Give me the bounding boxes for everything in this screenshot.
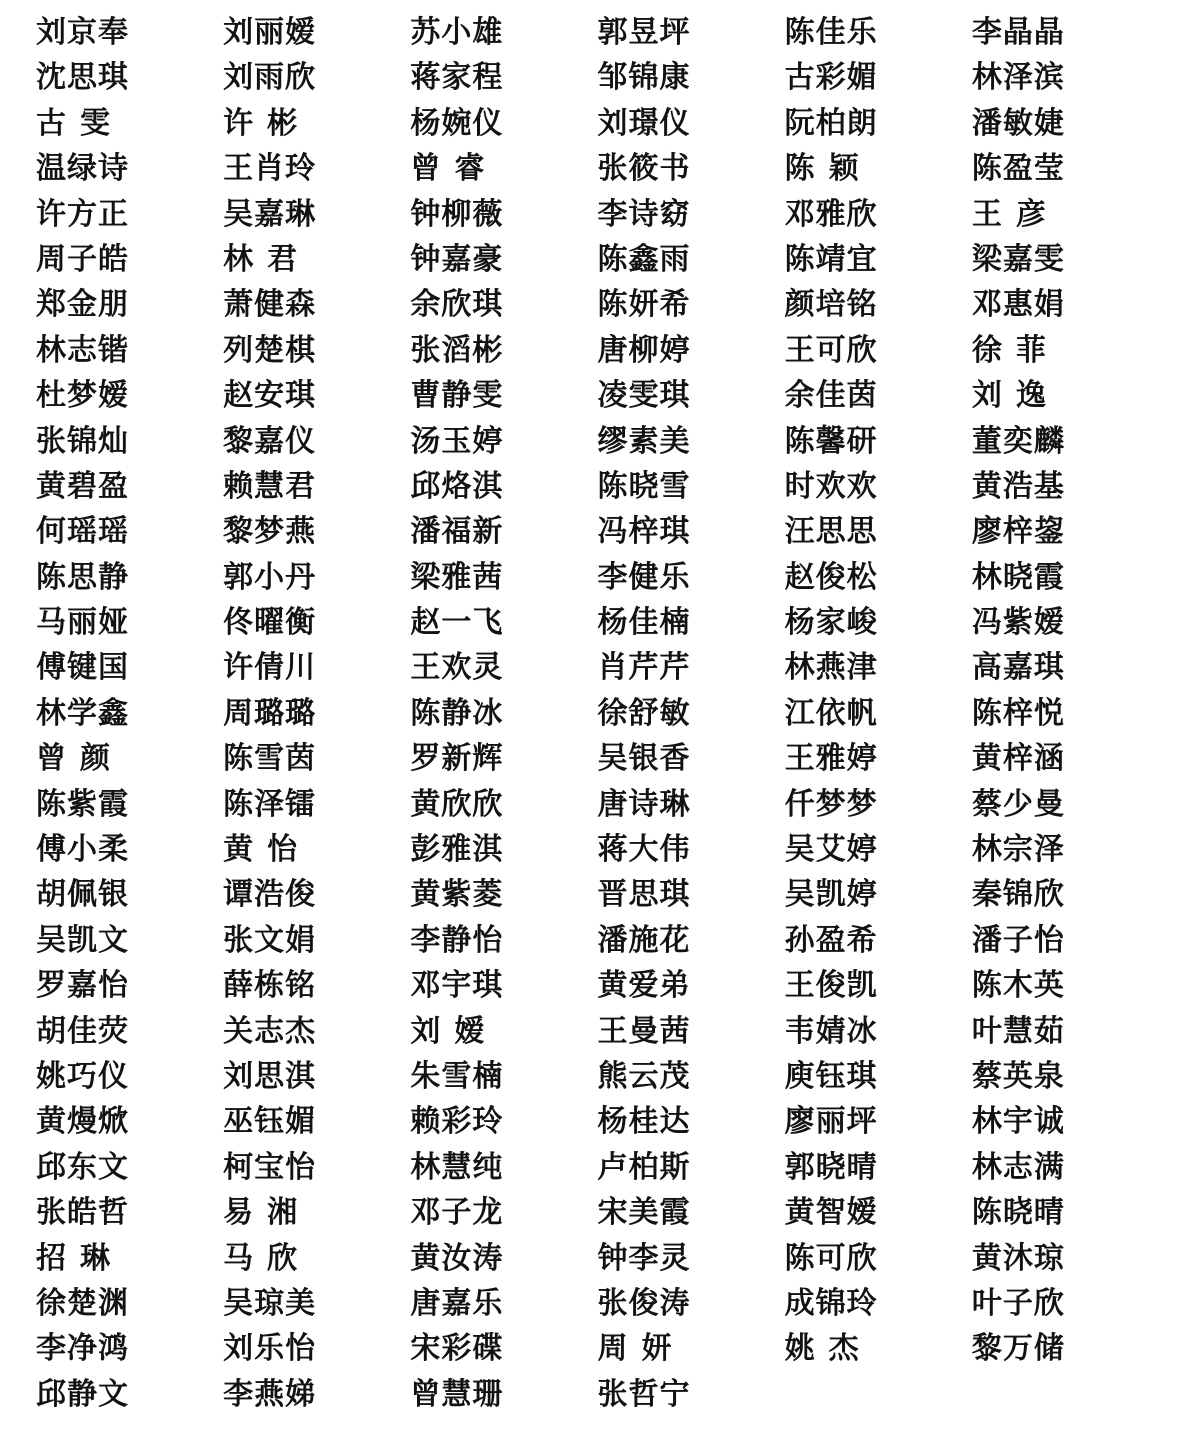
name-cell: 高嘉琪 bbox=[971, 651, 1065, 685]
name-cell: 邱烙淇 bbox=[410, 469, 504, 503]
name-cell: 苏小雄 bbox=[410, 16, 504, 49]
name-cell: 张锦灿 bbox=[36, 424, 129, 458]
name-cell: 林燕津 bbox=[784, 651, 878, 685]
name-cell: 列楚棋 bbox=[223, 333, 317, 367]
name-cell: 杨桂达 bbox=[597, 1105, 691, 1139]
name-cell: 许倩川 bbox=[223, 651, 317, 685]
name-cell: 胡佩银 bbox=[36, 878, 129, 912]
name-cell: 胡佳荧 bbox=[36, 1014, 129, 1048]
name-cell: 汪思思 bbox=[784, 515, 878, 549]
name-cell: 马欣 bbox=[223, 1241, 312, 1275]
name-cell: 廖梓鋆 bbox=[971, 515, 1065, 549]
name-cell: 蔡英泉 bbox=[971, 1059, 1065, 1093]
name-cell: 林志满 bbox=[971, 1150, 1065, 1184]
name-cell: 郭昱坪 bbox=[597, 16, 691, 49]
name-cell: 曾慧珊 bbox=[410, 1377, 504, 1411]
name-cell: 张皓哲 bbox=[36, 1196, 129, 1230]
name-cell: 黄熳焮 bbox=[36, 1105, 129, 1139]
name-cell: 王彦 bbox=[971, 197, 1060, 231]
name-cell: 廖丽坪 bbox=[784, 1105, 878, 1139]
name-cell: 邹锦康 bbox=[597, 61, 691, 95]
name-cell: 冯紫嫒 bbox=[971, 606, 1065, 640]
name-cell: 陈晓雪 bbox=[597, 469, 691, 503]
name-cell: 张筱书 bbox=[597, 152, 691, 186]
name-cell: 赖慧君 bbox=[223, 469, 317, 503]
name-cell: 韦婧冰 bbox=[784, 1014, 878, 1048]
name-cell: 宋彩碟 bbox=[410, 1332, 504, 1366]
name-cell: 冯梓琪 bbox=[597, 515, 691, 549]
name-cell: 颜培铭 bbox=[784, 288, 878, 322]
name-cell: 陈紫霞 bbox=[36, 787, 129, 821]
name-cell: 何瑶瑶 bbox=[36, 515, 129, 549]
name-cell: 徐舒敏 bbox=[597, 696, 691, 730]
name-cell: 刘璟仪 bbox=[597, 106, 691, 140]
name-cell: 杨家峻 bbox=[784, 606, 878, 640]
name-cell: 邱静文 bbox=[36, 1377, 129, 1411]
name-cell: 姚杰 bbox=[784, 1332, 873, 1366]
name-cell: 郭小丹 bbox=[223, 560, 317, 594]
name-cell: 陈佳乐 bbox=[784, 16, 878, 49]
name-cell-empty bbox=[964, 1372, 1151, 1417]
name-cell: 关志杰 bbox=[223, 1014, 317, 1048]
name-cell: 唐嘉乐 bbox=[410, 1286, 504, 1320]
name-cell: 熊云茂 bbox=[597, 1059, 691, 1093]
name-cell: 黄紫菱 bbox=[410, 878, 504, 912]
name-cell: 邓宇琪 bbox=[410, 969, 504, 1003]
name-cell: 潘施花 bbox=[597, 923, 691, 957]
name-cell: 钟柳薇 bbox=[410, 197, 504, 231]
name-cell: 张哲宁 bbox=[597, 1377, 691, 1411]
name-cell: 时欢欢 bbox=[784, 469, 878, 503]
name-cell: 周璐璐 bbox=[223, 696, 317, 730]
name-cell: 黄汝涛 bbox=[410, 1241, 504, 1275]
name-cell: 曾颜 bbox=[36, 742, 124, 776]
name-cell: 萧健森 bbox=[223, 288, 317, 322]
name-cell: 姚巧仪 bbox=[36, 1059, 129, 1093]
name-cell: 许方正 bbox=[36, 197, 129, 231]
name-cell: 王雅婷 bbox=[784, 742, 878, 776]
name-cell: 吴银香 bbox=[597, 742, 691, 776]
name-cell: 黄梓涵 bbox=[971, 742, 1065, 776]
name-cell: 余欣琪 bbox=[410, 288, 504, 322]
name-cell: 成锦玲 bbox=[784, 1286, 878, 1320]
name-cell: 罗新辉 bbox=[410, 742, 504, 776]
name-cell: 王俊凯 bbox=[784, 969, 878, 1003]
name-cell: 黎万储 bbox=[971, 1332, 1065, 1366]
name-cell: 林慧纯 bbox=[410, 1150, 504, 1184]
name-cell: 江依帆 bbox=[784, 696, 878, 730]
name-cell: 缪素美 bbox=[597, 424, 691, 458]
name-cell: 秦锦欣 bbox=[971, 878, 1065, 912]
name-cell: 刘思淇 bbox=[223, 1059, 317, 1093]
name-cell: 许彬 bbox=[223, 106, 312, 140]
name-cell: 李净鸿 bbox=[36, 1332, 129, 1366]
name-cell: 黄爱弟 bbox=[597, 969, 691, 1003]
name-cell: 陈颖 bbox=[784, 152, 873, 186]
name-cell: 张俊涛 bbox=[597, 1286, 691, 1320]
name-cell: 陈馨研 bbox=[784, 424, 878, 458]
name-cell: 李健乐 bbox=[597, 560, 691, 594]
name-cell: 吴凯婷 bbox=[784, 878, 878, 912]
name-cell: 邓惠娟 bbox=[971, 288, 1065, 322]
name-cell: 刘丽嫒 bbox=[223, 16, 317, 49]
name-cell: 林志锴 bbox=[36, 333, 129, 367]
name-cell: 沈思琪 bbox=[36, 61, 129, 95]
name-cell: 肖芹芹 bbox=[597, 651, 691, 685]
name-cell: 杨婉仪 bbox=[410, 106, 504, 140]
name-cell: 邓雅欣 bbox=[784, 197, 878, 231]
name-cell: 梁雅茜 bbox=[410, 560, 504, 594]
name-cell: 罗嘉怡 bbox=[36, 969, 129, 1003]
name-cell: 温绿诗 bbox=[36, 152, 129, 186]
name-cell: 林泽滨 bbox=[971, 61, 1065, 95]
name-cell: 徐楚渊 bbox=[36, 1286, 129, 1320]
name-cell: 唐诗琳 bbox=[597, 787, 691, 821]
name-cell: 仟梦梦 bbox=[784, 787, 878, 821]
name-cell: 陈靖宜 bbox=[784, 242, 878, 276]
name-cell: 陈晓晴 bbox=[971, 1196, 1065, 1230]
name-cell: 赵安琪 bbox=[223, 379, 317, 413]
name-cell: 吴嘉琳 bbox=[223, 197, 317, 231]
name-cell: 吴艾婷 bbox=[784, 833, 878, 867]
name-cell: 李静怡 bbox=[410, 923, 504, 957]
name-cell: 刘京奉 bbox=[36, 16, 129, 49]
name-cell: 赵一飞 bbox=[410, 606, 504, 640]
name-cell: 黄浩基 bbox=[971, 469, 1065, 503]
name-cell: 傅键国 bbox=[36, 651, 129, 685]
name-cell: 陈思静 bbox=[36, 560, 129, 594]
name-cell: 张文娟 bbox=[223, 923, 317, 957]
name-cell: 王可欣 bbox=[784, 333, 878, 367]
name-cell: 郭晓晴 bbox=[784, 1150, 878, 1184]
name-cell: 王欢灵 bbox=[410, 651, 504, 685]
name-cell: 邱东文 bbox=[36, 1150, 129, 1184]
name-cell: 叶慧茹 bbox=[971, 1014, 1065, 1048]
name-cell: 刘嫒 bbox=[410, 1014, 499, 1048]
name-cell: 梁嘉雯 bbox=[971, 242, 1065, 276]
name-cell: 招琳 bbox=[36, 1241, 124, 1275]
name-cell: 佟曜衡 bbox=[223, 606, 317, 640]
name-cell: 汤玉婷 bbox=[410, 424, 504, 458]
name-cell: 刘乐怡 bbox=[223, 1332, 317, 1366]
name-cell: 王肖玲 bbox=[223, 152, 317, 186]
name-cell: 巫钰媚 bbox=[223, 1105, 317, 1139]
name-cell: 柯宝怡 bbox=[223, 1150, 317, 1184]
name-cell: 赵俊松 bbox=[784, 560, 878, 594]
name-cell: 陈鑫雨 bbox=[597, 242, 691, 276]
name-cell: 陈盈莹 bbox=[971, 152, 1065, 186]
name-cell: 黎嘉仪 bbox=[223, 424, 317, 458]
name-cell: 钟嘉豪 bbox=[410, 242, 504, 276]
name-cell: 曹静雯 bbox=[410, 379, 504, 413]
name-cell: 吴凯文 bbox=[36, 923, 129, 957]
name-cell: 王曼茜 bbox=[597, 1014, 691, 1048]
name-cell: 宋美霞 bbox=[597, 1196, 691, 1230]
name-cell: 阮柏朗 bbox=[784, 106, 878, 140]
name-cell: 晋思琪 bbox=[597, 878, 691, 912]
name-cell: 谭浩俊 bbox=[223, 878, 317, 912]
name-cell: 易湘 bbox=[223, 1196, 312, 1230]
name-cell: 陈雪茵 bbox=[223, 742, 317, 776]
name-cell: 傅小柔 bbox=[36, 833, 129, 867]
name-cell: 杜梦嫒 bbox=[36, 379, 129, 413]
name-cell: 吴琼美 bbox=[223, 1286, 317, 1320]
name-cell: 蒋大伟 bbox=[597, 833, 691, 867]
name-cell: 马丽娅 bbox=[36, 606, 129, 640]
name-cell-empty bbox=[777, 1372, 964, 1417]
name-cell: 黄智嫒 bbox=[784, 1196, 878, 1230]
name-cell: 彭雅淇 bbox=[410, 833, 504, 867]
name-cell: 林宇诚 bbox=[971, 1105, 1065, 1139]
name-cell: 张滔彬 bbox=[410, 333, 504, 367]
name-cell: 黄怡 bbox=[223, 833, 312, 867]
name-cell: 朱雪楠 bbox=[410, 1059, 504, 1093]
name-cell: 陈木英 bbox=[971, 969, 1065, 1003]
name-cell: 黄欣欣 bbox=[410, 787, 504, 821]
name-cell: 庾钰琪 bbox=[784, 1059, 878, 1093]
name-cell: 潘福新 bbox=[410, 515, 504, 549]
name-cell: 周妍 bbox=[597, 1332, 686, 1366]
name-cell: 薛栋铭 bbox=[223, 969, 317, 1003]
name-cell: 林君 bbox=[223, 242, 312, 276]
name-cell: 陈梓悦 bbox=[971, 696, 1065, 730]
name-cell: 陈静冰 bbox=[410, 696, 504, 730]
name-cell: 蒋家程 bbox=[410, 61, 504, 95]
name-cell: 林学鑫 bbox=[36, 696, 129, 730]
name-cell: 钟李灵 bbox=[597, 1241, 691, 1275]
name-cell: 赖彩玲 bbox=[410, 1105, 504, 1139]
name-cell: 刘雨欣 bbox=[223, 61, 317, 95]
name-cell: 古彩媚 bbox=[784, 61, 878, 95]
name-cell: 唐柳婷 bbox=[597, 333, 691, 367]
name-cell: 潘敏婕 bbox=[971, 106, 1065, 140]
name-cell: 凌雯琪 bbox=[597, 379, 691, 413]
name-cell: 林宗泽 bbox=[971, 833, 1065, 867]
name-cell: 卢柏斯 bbox=[597, 1150, 691, 1184]
name-cell: 李晶晶 bbox=[971, 16, 1065, 49]
name-cell: 潘子怡 bbox=[971, 923, 1065, 957]
name-cell: 陈妍希 bbox=[597, 288, 691, 322]
name-cell: 曾睿 bbox=[410, 152, 499, 186]
name-cell: 孙盈希 bbox=[784, 923, 878, 957]
name-cell: 黄沐琼 bbox=[971, 1241, 1065, 1275]
name-cell: 陈可欣 bbox=[784, 1241, 878, 1275]
name-cell: 周子皓 bbox=[36, 242, 129, 276]
name-cell: 陈泽镭 bbox=[223, 787, 317, 821]
name-cell: 董奕麟 bbox=[971, 424, 1065, 458]
name-cell: 徐菲 bbox=[971, 333, 1060, 367]
name-cell: 余佳茵 bbox=[784, 379, 878, 413]
name-cell: 李燕娣 bbox=[223, 1377, 317, 1411]
name-cell: 邓子龙 bbox=[410, 1196, 504, 1230]
name-cell: 叶子欣 bbox=[971, 1286, 1065, 1320]
name-cell: 林晓霞 bbox=[971, 560, 1065, 594]
name-cell: 古雯 bbox=[36, 106, 124, 140]
name-cell: 刘逸 bbox=[971, 379, 1060, 413]
name-cell: 李诗窈 bbox=[597, 197, 691, 231]
name-cell: 黄碧盈 bbox=[36, 469, 129, 503]
name-cell: 郑金朋 bbox=[36, 288, 129, 322]
name-cell: 杨佳楠 bbox=[597, 606, 691, 640]
name-cell: 黎梦燕 bbox=[223, 515, 317, 549]
name-cell: 蔡少曼 bbox=[971, 787, 1065, 821]
